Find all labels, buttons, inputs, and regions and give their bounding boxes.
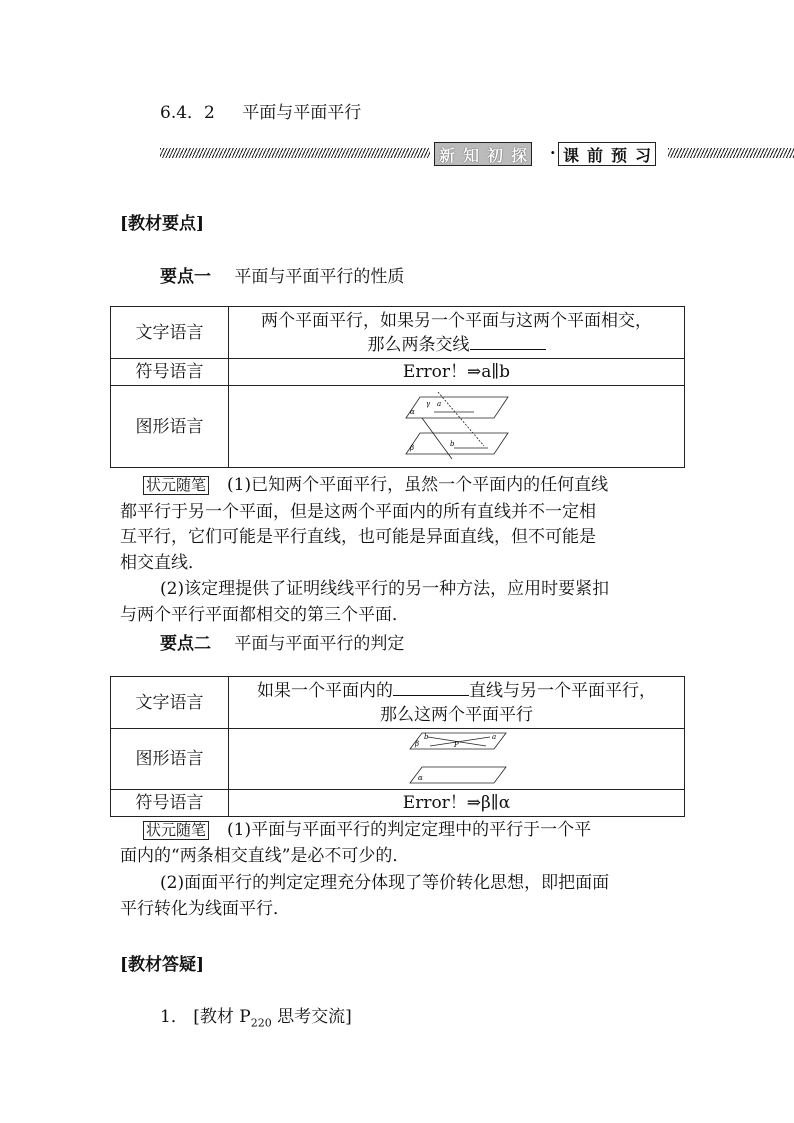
point1-heading bbox=[160, 262, 404, 287]
point2-text-label: 文字语言 bbox=[111, 677, 229, 729]
a-label: a bbox=[491, 733, 496, 741]
gamma-label: γ bbox=[425, 399, 430, 408]
point1-symbol-label: 符号语言 bbox=[111, 359, 229, 386]
point1-text-line2: 那么两条交线 bbox=[367, 334, 470, 355]
point2-symbol-value: Error！⇒β∥α bbox=[229, 790, 685, 817]
plane-beta bbox=[406, 433, 508, 454]
textbook-points-header: [教材要点] bbox=[120, 214, 205, 234]
P-label: P bbox=[453, 741, 459, 749]
alpha-label: α bbox=[417, 774, 423, 782]
point2-figure-label: 图形语言 bbox=[111, 729, 229, 790]
point1-table bbox=[110, 306, 685, 468]
note2-line2: 面内的“两条相交直线”是必不可少的． bbox=[120, 846, 410, 866]
section-heading bbox=[160, 98, 361, 123]
note1-line1: (1)已知两个平面平行，虽然一个平面内的任何直线 bbox=[227, 475, 609, 495]
beta-label: β bbox=[409, 443, 414, 452]
point2-label: 要点二 bbox=[160, 634, 211, 654]
point2-title: 平面与平面平行的判定 bbox=[234, 634, 405, 654]
point1-text-label: 文字语言 bbox=[111, 307, 229, 359]
note1-badge: 状元随笔 bbox=[143, 476, 209, 495]
note1-line4: 相交直线． bbox=[120, 553, 205, 573]
point2-text-content bbox=[229, 677, 685, 729]
note1-line2: 都平行于另一个平面，但是这两个平面内的所有直线并不一定相 bbox=[120, 502, 596, 522]
point2-table bbox=[110, 676, 685, 817]
note1-line5: (2)该定理提供了证明线线平行的另一种方法，应用时要紧扣 bbox=[160, 579, 610, 599]
plane-gamma-edge-right bbox=[438, 392, 484, 446]
b-label: b bbox=[449, 439, 454, 448]
note2-line1: (1)平面与平面平行的判定定理中的平行于一个平 bbox=[227, 820, 592, 840]
point1-symbol-value: Error！⇒a∥b bbox=[229, 359, 685, 386]
plane-parallel-test-diagram bbox=[402, 731, 512, 787]
qa-item-1 bbox=[160, 1002, 352, 1029]
point1-figure-cell bbox=[229, 386, 685, 468]
banner-hatch-right bbox=[668, 148, 794, 158]
point2-symbol-label: 符号语言 bbox=[111, 790, 229, 817]
qa-item-number: 1． bbox=[160, 1007, 188, 1027]
plane-gamma-edge-left bbox=[422, 418, 452, 459]
textbook-qa-header: [教材答疑] bbox=[120, 955, 205, 975]
note2-badge: 状元随笔 bbox=[143, 821, 209, 840]
point1-figure-label: 图形语言 bbox=[111, 386, 229, 468]
point1-text-line1: 两个平面平行，如果另一个平面与这两个平面相交， bbox=[261, 310, 652, 331]
point2-figure-cell bbox=[229, 729, 685, 790]
a-label: a bbox=[436, 399, 441, 408]
qa-item-subscript: 220 bbox=[250, 1016, 272, 1030]
alpha-label: α bbox=[409, 407, 415, 416]
plane-alpha bbox=[410, 767, 506, 783]
note2-line1-wrap bbox=[143, 817, 591, 844]
point1-text-content bbox=[229, 307, 685, 359]
beta-label: β bbox=[414, 740, 419, 748]
point2-text-line1b: 直线与另一个平面平行， bbox=[469, 680, 656, 701]
qa-item-suffix: 思考交流] bbox=[271, 1007, 352, 1027]
banner-hatch-left bbox=[160, 148, 430, 158]
point2-text-line1a: 如果一个平面内的 bbox=[257, 680, 393, 701]
note1-line6: 与两个平行平面都相交的第三个平面． bbox=[120, 605, 409, 625]
point2-answer-blank[interactable] bbox=[393, 681, 469, 696]
point1-answer-blank[interactable] bbox=[470, 335, 546, 350]
note2-line3: (2)面面平行的判定定理充分体现了等价转化思想，即把面面 bbox=[160, 873, 610, 893]
note1-line3: 互平行，它们可能是平行直线，也可能是异面直线，但不可能是 bbox=[120, 527, 596, 547]
point2-heading bbox=[160, 629, 404, 654]
parallel-planes-diagram bbox=[402, 392, 512, 462]
qa-item-prefix: [教材 P bbox=[193, 1007, 251, 1027]
b-label: b bbox=[423, 733, 428, 741]
section-number: 6.4．2 bbox=[160, 103, 215, 123]
section-title: 平面与平面平行 bbox=[242, 103, 362, 123]
banner-preview: 课 前 预 习 bbox=[558, 142, 656, 166]
banner-new-knowledge: 新 知 初 探 bbox=[434, 142, 532, 166]
note1-line1-wrap bbox=[143, 472, 608, 499]
note2-line4: 平行转化为线面平行． bbox=[120, 899, 290, 919]
point2-text-line2: 那么这两个平面平行 bbox=[380, 704, 533, 725]
point1-title: 平面与平面平行的性质 bbox=[234, 267, 405, 287]
point1-label: 要点一 bbox=[160, 267, 211, 287]
banner-dot: · bbox=[550, 143, 556, 162]
